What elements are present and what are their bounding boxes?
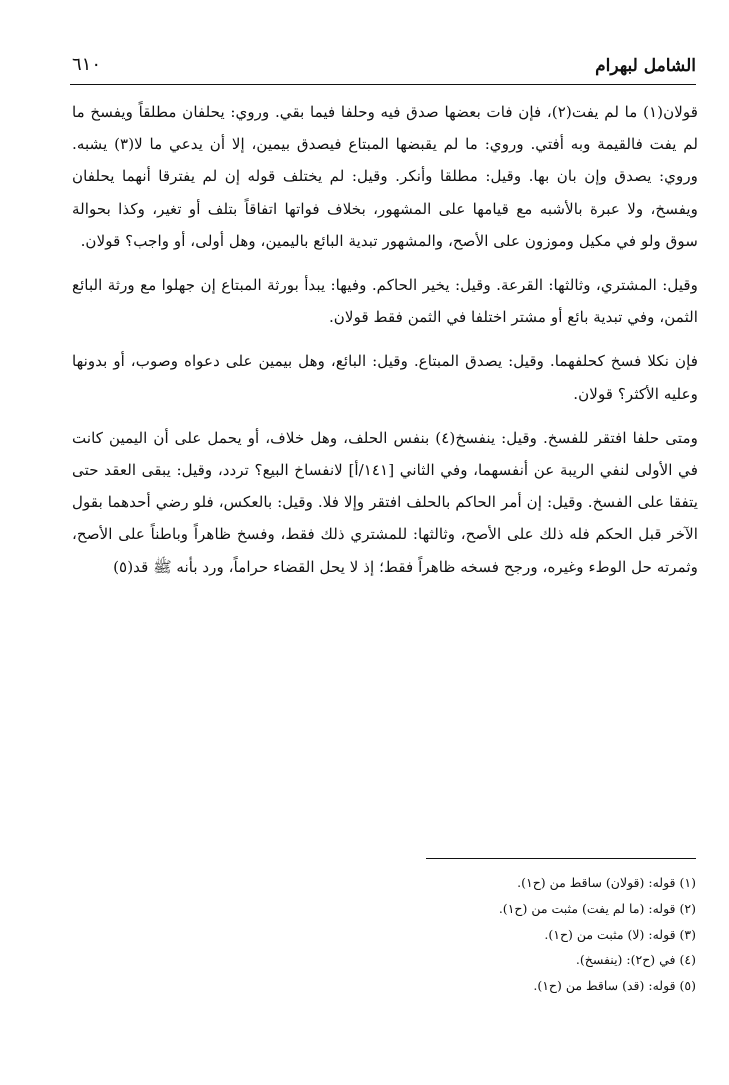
footnote: (٣) قوله: (لا) مثبت من (ح١). [544, 926, 696, 942]
footnote: (٤) في (ح٢): (ينفسخ). [575, 952, 696, 968]
paragraph: ومتى حلفا افتقر للفسخ. وقيل: ينفسخ(٤) بنفس الحلف، وهل خلاف، أو يحمل على أن اليمين كانت في الأولى لنفي الريبة عن أنفسهما، وفي الثاني [١٤١/أ] لانفساخ البيع؟ تردد، وقيل: يبقى العقد حتى يتفقا على الفسخ. وقيل: إن أمر الحاكم بالحلف افتقر وإلا فلا. وقيل: بالعكس، فلو رضي أحدهما بقول الآخر قبل الحكم فله ذلك على الأصح، وثالثها: للمشتري ذلك فقط، وفسخ ظاهراً وباطناً على الأصح، وثمرته حل الوطء وغيره، ورجح فسخه ظاهراً فقط؛ إذ لا يحل القضاء حراماً، ورد بأنه ﷺ قد(٥) [72, 428, 698, 576]
footnotes [300, 870, 696, 999]
running-header [72, 52, 696, 82]
footnote: (٢) قوله: (ما لم يفت) مثبت من (ح١). [498, 900, 696, 916]
footnote: (٥) قوله: (قد) ساقط من (ح١). [533, 978, 696, 994]
header-rule [70, 84, 696, 85]
footnote-rule [426, 858, 696, 859]
book-title: الشامل لبهرام [595, 56, 696, 76]
page-number: ٦١٠ [72, 54, 102, 75]
paragraph: فإن نكلا فسخ كحلفهما. وقيل: يصدق المبتاع. وقيل: البائع، وهل بيمين على دعواه وصوب، أو بدونها وعليه الأكثر؟ قولان. [72, 352, 698, 403]
paragraph: وقيل: المشتري، وثالثها: القرعة. وقيل: يخير الحاكم. وفيها: يبدأ بورثة المبتاع إن جهلوا مع ورثة البائع الثمن، وفي تبدية بائع أو مشتر اختلفا في الثمن فقط قولان. [72, 276, 698, 327]
footnote: (١) قوله: (قولان) ساقط من (ح١). [517, 875, 696, 890]
paragraph: قولان(١) ما لم يفت(٢)، فإن فات بعضها صدق فيه وحلفا فيما بقي. وروي: يحلفان مطلقاً ويفسخ ما لم يفت فالقيمة وبه أفتي. وروي: ما لم يقبضها المبتاع فيصدق بيمين، إلا أن يدعي ما لا(٣) يشبه. وروي: يصدق وإن بان بها. وقيل: مطلقا وأنكر. وقيل: لم يختلف قوله إن لم يفترقا أنهما يحلفان ويفسخ، ولا عبرة بالأشبه مع قيامها على المشهور، بخلاف فواتها اتفاقاً بتلف أو تغير، وكذا بحوالة سوق ولو في مكيل وموزون على الأصح، والمشهور تبدية البائع باليمين، وهل أولى، أو واجب؟ قولان. [72, 103, 698, 250]
main-text [72, 96, 698, 595]
